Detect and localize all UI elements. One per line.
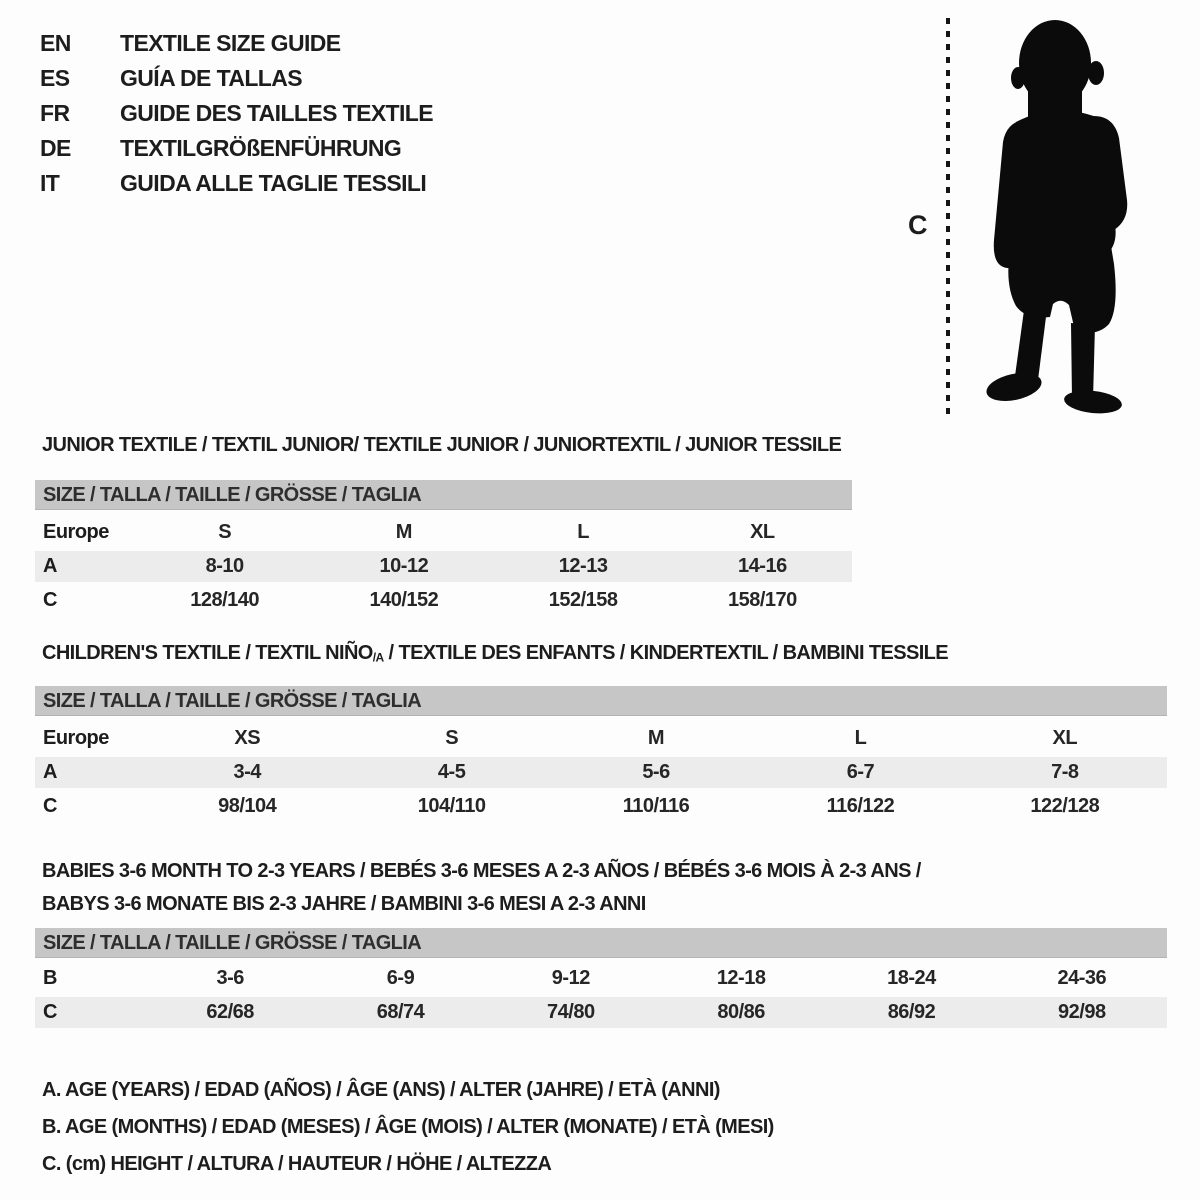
lang-title-fr: GUIDE DES TAILLES TEXTILE — [120, 100, 433, 126]
junior-height-row — [35, 585, 852, 616]
junior-size-header-band: SIZE / TALLA / TAILLE / GRÖSSE / TAGLIA — [35, 480, 852, 510]
children-height-value: 98/104 — [218, 795, 277, 817]
junior-height-value: 158/170 — [727, 589, 797, 611]
children-title-sub: /A — [372, 650, 384, 665]
junior-age-row — [35, 551, 852, 582]
height-measure-dashed-line — [946, 18, 950, 416]
babies-title-line1: BABIES 3-6 MONTH TO 2-3 YEARS / BEBÉS 3-6 MESES A 2-3 AÑOS / BÉBÉS 3-6 MOIS À 2-3 ANS / — [42, 860, 921, 882]
babies-months-value: 9-12 — [551, 967, 590, 989]
children-age-row — [35, 757, 1167, 788]
lang-title-es: GUÍA DE TALLAS — [120, 65, 302, 91]
children-height-value: 116/122 — [826, 795, 895, 817]
children-age-value: 4-5 — [437, 761, 466, 783]
babies-height-value: 68/74 — [376, 1001, 425, 1023]
junior-age-value: 10-12 — [379, 555, 429, 577]
lang-row-fr — [40, 96, 433, 131]
babies-section-title — [42, 855, 921, 921]
children-title-post: / TEXTILE DES ENFANTS / KINDERTEXTIL / BAMBINI TESSILE — [383, 642, 949, 664]
babies-height-value: 62/68 — [206, 1001, 254, 1023]
babies-title-line2: BABYS 3-6 MONATE BIS 2-3 JAHRE / BAMBINI 3-6 MESI A 2-3 ANNI — [42, 893, 646, 915]
junior-size-col: S — [218, 521, 232, 543]
children-height-row — [35, 791, 1167, 822]
junior-size-col: M — [395, 521, 412, 543]
children-size-header-band: SIZE / TALLA / TAILLE / GRÖSSE / TAGLIA — [35, 686, 1167, 716]
children-height-row-label: C — [43, 795, 57, 817]
lang-code-en: EN — [40, 30, 71, 56]
lang-title-it: GUIDA ALLE TAGLIE TESSILI — [120, 170, 427, 196]
legend-line-height-cm: C. (cm) HEIGHT / ALTURA / HAUTEUR / HÖHE / ALTEZZA — [42, 1153, 552, 1175]
babies-months-value: 24-36 — [1057, 967, 1107, 989]
babies-months-row-label: B — [43, 967, 57, 989]
babies-size-header-band: SIZE / TALLA / TAILLE / GRÖSSE / TAGLIA — [35, 928, 1167, 958]
children-size-col: S — [445, 727, 459, 749]
junior-age-value: 8-10 — [205, 555, 244, 577]
children-size-table — [35, 686, 1167, 825]
legend-line-age-years: A. AGE (YEARS) / EDAD (AÑOS) / ÂGE (ANS) / ALTER (JAHRE) / ETÀ (ANNI) — [42, 1079, 720, 1101]
junior-age-value: 12-13 — [558, 555, 608, 577]
lang-row-de — [40, 131, 433, 166]
children-height-value: 110/116 — [622, 795, 690, 817]
junior-height-value: 140/152 — [369, 589, 439, 611]
children-size-col: XL — [1052, 727, 1078, 749]
lang-row-it — [40, 166, 433, 201]
babies-months-value: 12-18 — [716, 967, 766, 989]
junior-age-value: 14-16 — [738, 555, 787, 577]
babies-size-table — [35, 928, 1167, 1031]
children-size-col: XS — [234, 727, 261, 749]
junior-section-title: JUNIOR TEXTILE / TEXTIL JUNIOR/ TEXTILE JUNIOR / JUNIORTEXTIL / JUNIOR TESSILE — [42, 434, 842, 456]
children-age-value: 7-8 — [1051, 761, 1079, 783]
babies-months-row — [35, 963, 1167, 994]
lang-title-de: TEXTILGRÖßENFÜHRUNG — [120, 135, 402, 161]
lang-code-de: DE — [40, 135, 71, 161]
junior-height-value: 128/140 — [190, 589, 260, 611]
babies-height-value: 74/80 — [547, 1001, 595, 1023]
children-age-value: 5-6 — [642, 761, 670, 783]
junior-columns-row — [35, 516, 852, 548]
lang-row-en — [40, 26, 433, 61]
babies-height-row-label: C — [43, 1001, 57, 1023]
junior-age-row-label: A — [43, 555, 57, 577]
babies-height-value: 86/92 — [887, 1001, 936, 1023]
lang-code-es: ES — [40, 65, 70, 91]
lang-code-fr: FR — [40, 100, 70, 126]
babies-months-value: 3-6 — [216, 967, 244, 989]
language-title-list — [40, 26, 433, 201]
children-height-value: 104/110 — [417, 795, 486, 817]
children-size-col: L — [854, 727, 867, 749]
junior-height-row-label: C — [43, 589, 57, 611]
junior-size-table — [35, 480, 852, 619]
children-section-title — [42, 642, 948, 665]
babies-height-value: 92/98 — [1058, 1001, 1106, 1023]
babies-months-value: 18-24 — [887, 967, 936, 989]
children-columns-row — [35, 722, 1167, 754]
children-height-value: 122/128 — [1030, 795, 1100, 817]
lang-row-es — [40, 61, 433, 96]
children-age-row-label: A — [43, 761, 57, 783]
junior-size-col: XL — [750, 521, 775, 543]
toddler-silhouette-icon — [968, 14, 1136, 419]
junior-height-value: 152/158 — [548, 589, 618, 611]
junior-size-col: L — [577, 521, 589, 543]
children-age-value: 3-4 — [233, 761, 261, 783]
babies-height-value: 80/86 — [717, 1001, 765, 1023]
height-measure-label: C — [908, 210, 927, 240]
lang-code-it: IT — [40, 170, 60, 196]
legend — [42, 1072, 774, 1183]
children-age-value: 6-7 — [846, 761, 875, 783]
lang-title-en: TEXTILE SIZE GUIDE — [120, 30, 341, 56]
children-size-col: M — [647, 727, 665, 749]
children-region-label: Europe — [43, 727, 109, 749]
children-title-pre: CHILDREN'S TEXTILE / TEXTIL NIÑO — [42, 642, 373, 664]
legend-line-age-months: B. AGE (MONTHS) / EDAD (MESES) / ÂGE (MOIS) / ALTER (MONATE) / ETÀ (MESI) — [42, 1116, 774, 1138]
junior-region-label: Europe — [43, 521, 109, 543]
babies-height-row — [35, 997, 1167, 1028]
babies-months-value: 6-9 — [386, 967, 415, 989]
